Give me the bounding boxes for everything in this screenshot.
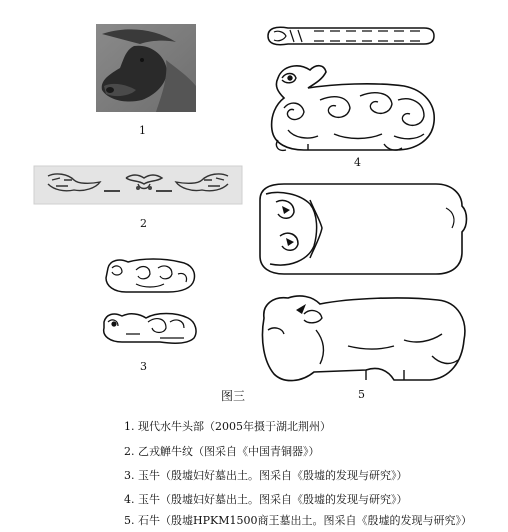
stone-ox-top-view — [256, 180, 470, 278]
panel-label-5: 5 — [358, 388, 365, 401]
ox-pattern-band — [34, 166, 242, 204]
figure-title: 图三 — [221, 389, 246, 403]
panel-label-1: 1 — [139, 124, 146, 137]
jade-ox-top-view — [264, 22, 436, 50]
jade-ox-small-bottom — [100, 306, 200, 346]
jade-ox-small-top — [102, 254, 198, 296]
panel-label-4: 4 — [354, 156, 361, 169]
caption-line-4: 4. 玉牛（殷墟妇好墓出土。图采自《殷墟的发现与研究》） — [124, 493, 408, 506]
panel-label-3: 3 — [140, 360, 147, 373]
caption-line-1: 1. 现代水牛头部（2005年摄于湖北荆州） — [124, 420, 331, 433]
stone-ox-side-view — [254, 290, 470, 388]
panel-label-2: 2 — [140, 217, 147, 230]
buffalo-head-photo — [96, 24, 196, 112]
caption-line-5: 5. 石牛（殷墟HPKM1500商王墓出土。图采自《殷墟的发现与研究》） — [124, 514, 472, 527]
caption-line-2: 2. 乙戎觯牛纹（图采自《中国青铜器》） — [124, 445, 320, 458]
jade-ox-side-view — [264, 60, 440, 156]
caption-line-3: 3. 玉牛（殷墟妇好墓出土。图采自《殷墟的发现与研究》） — [124, 469, 408, 482]
